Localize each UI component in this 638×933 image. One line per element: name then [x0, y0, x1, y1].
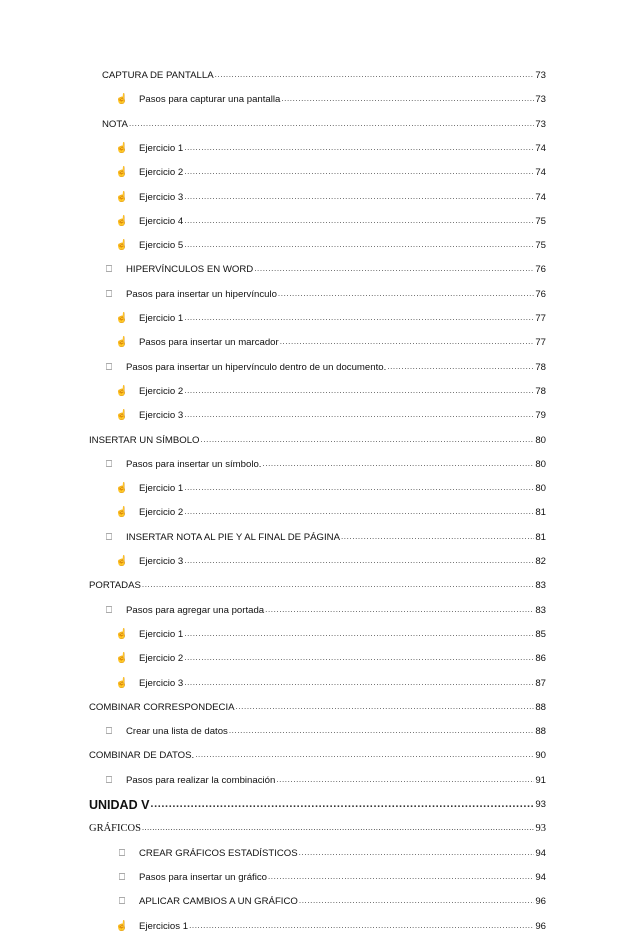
computer-icon: ⎕	[106, 726, 112, 737]
toc-entry[interactable]	[89, 748, 546, 762]
toc-entry[interactable]	[102, 530, 546, 544]
toc-entry-page-number: 80	[535, 483, 546, 494]
toc-entry[interactable]	[102, 773, 546, 787]
toc-entry-label: COMBINAR DE DATOS.	[89, 750, 195, 761]
dot-leader	[201, 435, 535, 447]
dot-leader	[184, 313, 534, 325]
toc-entry-page-number: 78	[535, 386, 546, 397]
dot-leader	[142, 823, 535, 835]
toc-entry-label: Ejercicio 1	[139, 313, 184, 324]
dot-leader	[387, 362, 534, 374]
dot-leader	[299, 848, 535, 860]
hand-pointer-icon: ☝	[115, 337, 129, 348]
toc-entry-label: Ejercicio 1	[139, 629, 184, 640]
toc-entry[interactable]	[115, 870, 546, 884]
toc-entry[interactable]	[102, 262, 546, 276]
hand-pointer-icon: ☝	[115, 240, 129, 251]
toc-entry-page-number: 76	[535, 289, 546, 300]
hand-pointer-icon: ☝	[115, 653, 129, 664]
dot-leader	[150, 799, 534, 811]
computer-icon: ⎕	[106, 605, 112, 616]
toc-entry-label: Ejercicio 1	[139, 143, 184, 154]
dot-leader	[184, 483, 534, 495]
computer-icon: ⎕	[106, 532, 112, 543]
toc-entry-label: Pasos para capturar una pantalla	[139, 94, 281, 105]
dot-leader	[229, 726, 534, 738]
toc-entry[interactable]	[115, 141, 546, 155]
toc-entry-label: Crear una lista de datos	[126, 726, 228, 737]
toc-entry[interactable]	[115, 627, 546, 641]
dot-leader	[262, 459, 534, 471]
dot-leader	[299, 896, 534, 908]
toc-entry[interactable]	[102, 360, 546, 374]
dot-leader	[184, 653, 534, 665]
hand-pointer-icon: ☝	[115, 313, 129, 324]
toc-entry-label: Ejercicio 3	[139, 192, 184, 203]
toc-entry-page-number: 79	[535, 410, 546, 421]
toc-entry-page-number: 80	[535, 435, 546, 446]
toc-entry[interactable]	[89, 797, 546, 811]
computer-icon: ⎕	[106, 264, 112, 275]
toc-entry-page-number: 91	[535, 775, 546, 786]
dot-leader	[184, 216, 534, 228]
hand-pointer-icon: ☝	[115, 94, 129, 105]
hand-pointer-icon: ☝	[115, 192, 129, 203]
toc-entry-page-number: 73	[535, 94, 546, 105]
toc-entry-label: NOTA	[102, 119, 128, 130]
toc-entry-label: Ejercicio 2	[139, 653, 184, 664]
toc-entry-label: Ejercicio 3	[139, 410, 184, 421]
toc-entry-page-number: 77	[535, 313, 546, 324]
toc-entry-page-number: 74	[535, 167, 546, 178]
dot-leader	[184, 410, 534, 422]
toc-entry-label: Ejercicio 1	[139, 483, 184, 494]
toc-entry-label: Pasos para insertar un gráfico	[139, 872, 267, 883]
toc-entry[interactable]	[115, 554, 546, 568]
toc-entry-label: Ejercicio 4	[139, 216, 184, 227]
toc-entry-page-number: 86	[535, 653, 546, 664]
dot-leader	[265, 605, 534, 617]
toc-entry[interactable]	[102, 68, 546, 82]
dot-leader	[278, 289, 534, 301]
toc-entry-page-number: 80	[535, 459, 546, 470]
toc-entry-page-number: 82	[535, 556, 546, 567]
toc-entry-label: Pasos para insertar un marcador	[139, 337, 279, 348]
dot-leader	[184, 143, 534, 155]
dot-leader	[341, 532, 534, 544]
hand-pointer-icon: ☝	[115, 386, 129, 397]
toc-entry-page-number: 74	[535, 192, 546, 203]
toc-entry[interactable]	[115, 238, 546, 252]
toc-entry-page-number: 75	[535, 216, 546, 227]
toc-entry-page-number: 94	[535, 872, 546, 883]
computer-icon: ⎕	[106, 362, 112, 373]
toc-entry[interactable]	[115, 894, 546, 908]
toc-entry-label: PORTADAS	[89, 580, 141, 591]
hand-pointer-icon: ☝	[115, 507, 129, 518]
toc-entry-page-number: 88	[535, 702, 546, 713]
toc-entry-label: CREAR GRÁFICOS ESTADÍSTICOS	[139, 848, 298, 859]
toc-entry-label: CAPTURA DE PANTALLA	[102, 70, 214, 81]
hand-pointer-icon: ☝	[115, 483, 129, 494]
dot-leader	[184, 556, 534, 568]
dot-leader	[184, 678, 534, 690]
hand-pointer-icon: ☝	[115, 410, 129, 421]
computer-icon: ⎕	[119, 872, 125, 883]
toc-entry-label: Pasos para insertar un símbolo.	[126, 459, 262, 470]
hand-pointer-icon: ☝	[115, 678, 129, 689]
hand-pointer-icon: ☝	[115, 216, 129, 227]
toc-entry-page-number: 77	[535, 337, 546, 348]
toc-entry-label: Pasos para insertar un hipervínculo	[126, 289, 277, 300]
toc-entry-page-number: 76	[535, 264, 546, 275]
toc-entry[interactable]	[102, 457, 546, 471]
toc-entry-label: INSERTAR NOTA AL PIE Y AL FINAL DE PÁGINA	[126, 532, 340, 543]
dot-leader	[129, 119, 534, 131]
toc-entry[interactable]	[115, 335, 546, 349]
dot-leader	[142, 580, 534, 592]
toc-entry-page-number: 90	[535, 750, 546, 761]
toc-entry[interactable]	[115, 92, 546, 106]
toc-entry-label: APLICAR CAMBIOS A UN GRÁFICO	[139, 896, 298, 907]
dot-leader	[184, 386, 534, 398]
toc-entry[interactable]	[115, 165, 546, 179]
toc-entry-label: COMBINAR CORRESPONDECIA	[89, 702, 235, 713]
dot-leader	[189, 921, 534, 933]
toc-entry[interactable]	[115, 846, 546, 860]
toc-entry[interactable]	[115, 214, 546, 228]
toc-entry[interactable]	[115, 505, 546, 519]
dot-leader	[184, 192, 534, 204]
toc-entry-page-number: 87	[535, 678, 546, 689]
toc-entry-page-number: 74	[535, 143, 546, 154]
dot-leader	[184, 629, 534, 641]
toc-entry-page-number: 81	[535, 507, 546, 518]
toc-entry-label: Pasos para insertar un hipervínculo dentro de un documento.	[126, 362, 387, 373]
toc-entry-label: Ejercicio 2	[139, 386, 184, 397]
toc-entry-page-number: 94	[535, 848, 546, 859]
toc-entry[interactable]	[89, 578, 546, 592]
dot-leader	[184, 167, 534, 179]
toc-entry[interactable]	[89, 700, 546, 714]
computer-icon: ⎕	[106, 289, 112, 300]
toc-entry-page-number: 73	[535, 70, 546, 81]
toc-entry-label: Ejercicio 3	[139, 678, 184, 689]
toc-entry-page-number: 78	[535, 362, 546, 373]
toc-entry[interactable]	[115, 919, 546, 933]
toc-entry-label: Ejercicios 1	[139, 921, 189, 932]
toc-entry-page-number: 85	[535, 629, 546, 640]
hand-pointer-icon: ☝	[115, 629, 129, 640]
dot-leader	[280, 337, 535, 349]
toc-entry-page-number: 93	[535, 823, 546, 834]
dot-leader	[195, 750, 534, 762]
toc-entry-page-number: 88	[535, 726, 546, 737]
toc-entry[interactable]	[102, 117, 546, 131]
toc-entry[interactable]	[115, 190, 546, 204]
toc-entry[interactable]	[102, 724, 546, 738]
dot-leader	[184, 507, 534, 519]
toc-entry-label: HIPERVÍNCULOS EN WORD	[126, 264, 254, 275]
toc-entry-label: INSERTAR UN SÍMBOLO	[89, 435, 200, 446]
computer-icon: ⎕	[106, 775, 112, 786]
dot-leader	[276, 775, 534, 787]
toc-entry[interactable]	[102, 287, 546, 301]
toc-entry-label: Ejercicio 3	[139, 556, 184, 567]
toc-entry[interactable]	[89, 433, 546, 447]
toc-entry[interactable]	[115, 408, 546, 422]
toc-entry-page-number: 83	[535, 605, 546, 616]
toc-entry-page-number: 96	[535, 896, 546, 907]
toc-entry-page-number: 81	[535, 532, 546, 543]
toc-entry[interactable]	[115, 481, 546, 495]
toc-entry[interactable]	[115, 676, 546, 690]
dot-leader	[254, 264, 534, 276]
toc-entry[interactable]	[115, 311, 546, 325]
toc-entry-label: Pasos para realizar la combinación	[126, 775, 276, 786]
toc-entry-page-number: 75	[535, 240, 546, 251]
dot-leader	[215, 70, 535, 82]
hand-pointer-icon: ☝	[115, 143, 129, 154]
toc-entry[interactable]	[115, 651, 546, 665]
toc-entry[interactable]	[102, 603, 546, 617]
computer-icon: ⎕	[119, 896, 125, 907]
toc-entry-label: GRÁFICOS	[89, 823, 141, 834]
toc-entry-label: Pasos para agregar una portada	[126, 605, 265, 616]
toc-entry-page-number: 73	[535, 119, 546, 130]
hand-pointer-icon: ☝	[115, 556, 129, 567]
dot-leader	[236, 702, 535, 714]
toc-entry-label: Ejercicio 2	[139, 167, 184, 178]
hand-pointer-icon: ☝	[115, 167, 129, 178]
toc-entry-page-number: 83	[535, 580, 546, 591]
dot-leader	[184, 240, 534, 252]
computer-icon: ⎕	[119, 848, 125, 859]
toc-entry-label: Ejercicio 2	[139, 507, 184, 518]
toc-entry-label: Ejercicio 5	[139, 240, 184, 251]
toc-entry-page-number: 93	[535, 799, 546, 810]
hand-pointer-icon: ☝	[115, 921, 129, 932]
dot-leader	[268, 872, 534, 884]
toc-entry[interactable]	[115, 384, 546, 398]
toc-entry[interactable]	[89, 821, 546, 835]
dot-leader	[281, 94, 534, 106]
toc-entry-page-number: 96	[535, 921, 546, 932]
toc-entry-label: UNIDAD V	[89, 798, 150, 812]
computer-icon: ⎕	[106, 459, 112, 470]
